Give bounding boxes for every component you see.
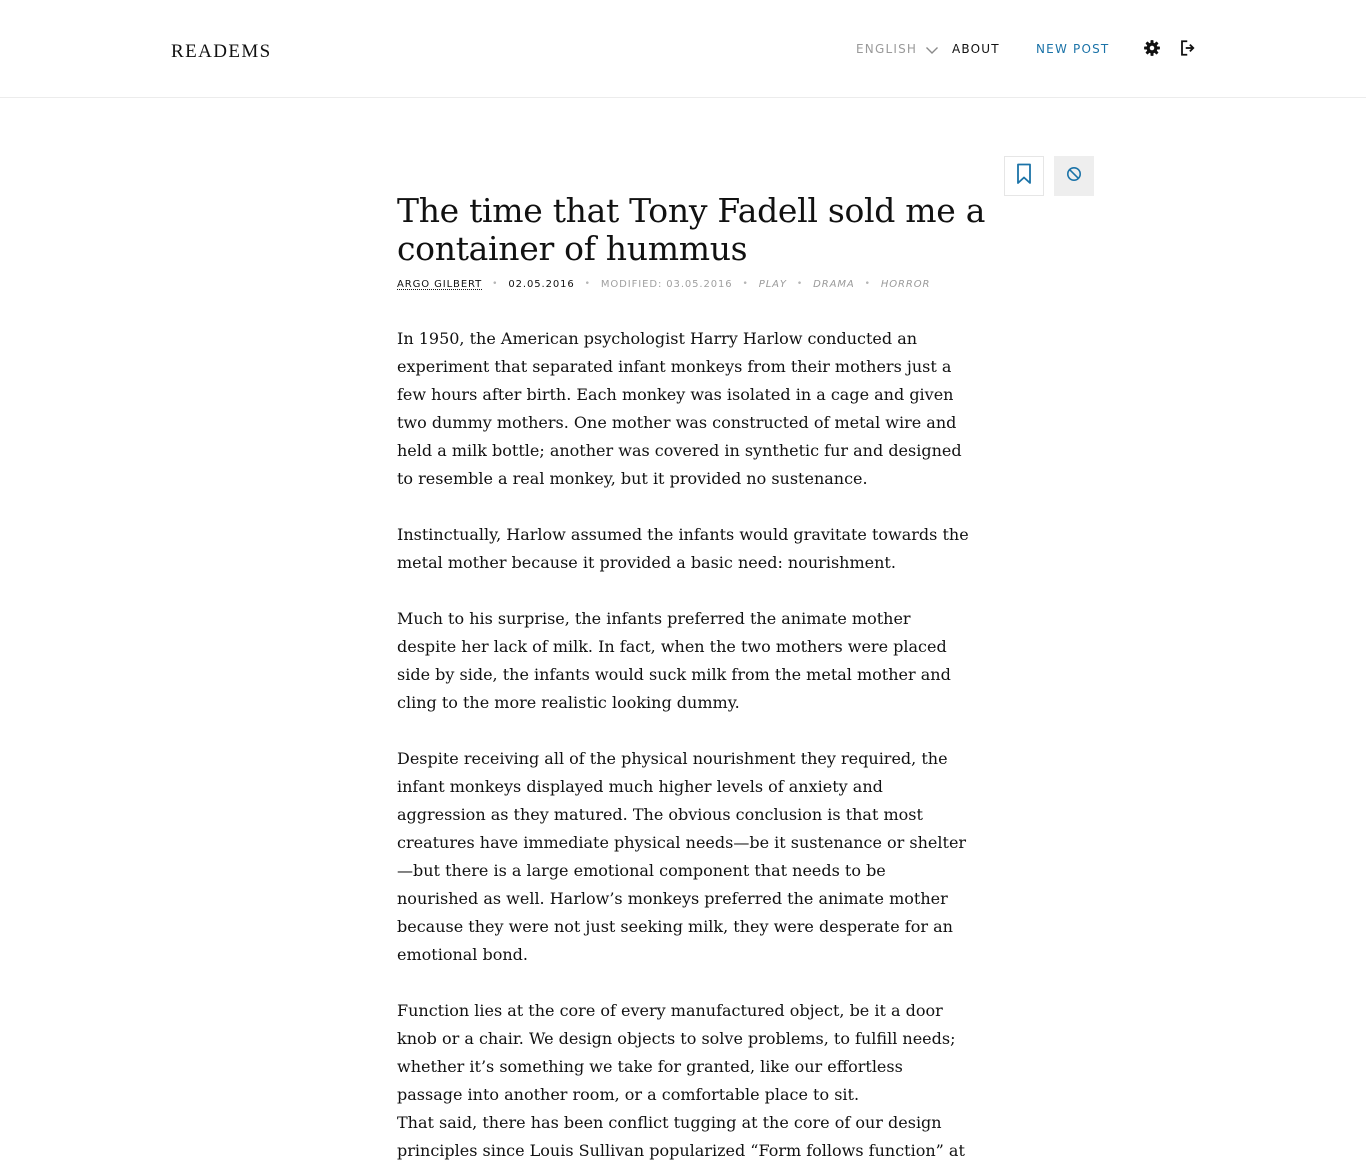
language-label: ENGLISH [856,42,918,56]
article-body [397,325,972,1165]
meta-separator: • [864,279,871,289]
modified-date: MODIFIED: 03.05.2016 [600,278,733,290]
bookmark-button[interactable] [1004,156,1044,196]
article-paragraph: Much to his surprise, the infants preferred the animate mother despite her lack of milk. In fact, when the two mothers were placed side by side, the infants would suck milk from the metal mother and cling to the more realistic looking dummy. [397,609,951,712]
site-logo[interactable]: READEMS [171,41,272,62]
gear-icon[interactable] [1142,38,1162,58]
article-title: The time that Tony Fadell sold me a container of hummus [397,191,986,268]
article-paragraph: Despite receiving all of the physical nourishment they required, the infant monkeys displayed much higher levels of anxiety and aggression as they matured. The obvious conclusion is that most creatures have immediate physical needs—be it sustenance or shelter—but there is a large emotional component that needs to be nourished as well. Harlow’s monkeys preferred the animate mother because they were not just seeking milk, they were desperate for an emotional bond. [397,749,967,964]
author-link[interactable]: ARGO GILBERT [397,278,483,290]
bookmark-icon [1016,163,1032,190]
article-paragraph: That said, there has been conflict tugging at the core of our design principles since Louis Sullivan popularized “Form follows function” at [397,1113,965,1160]
meta-separator: • [742,279,749,289]
publish-date: 02.05.2016 [508,278,575,290]
about-link[interactable]: ABOUT [952,42,1000,56]
top-navigation-bar [0,0,1366,98]
language-selector[interactable] [856,38,939,60]
block-button[interactable] [1054,156,1094,196]
tag-link[interactable]: PLAY [758,278,787,290]
new-post-link[interactable]: NEW POST [1036,42,1110,56]
article-paragraph: Function lies at the core of every manufactured object, be it a door knob or a chair. We design objects to solve problems, to fulfill needs; whether it’s something we take for granted, like our effortless passage into another room, or a comfortable place to sit. [397,1001,956,1104]
meta-separator: • [796,279,804,289]
chevron-down-icon [925,44,939,54]
article-paragraph: Instinctually, Harlow assumed the infants would gravitate towards the metal mother because it provided a basic need: nourishment. [397,525,969,572]
meta-separator: • [492,279,499,289]
article-paragraph: In 1950, the American psychologist Harry Harlow conducted an experiment that separated infant monkeys from their mothers just a few hours after birth. Each monkey was isolated in a cage and given two dummy mothers. One mother was constructed of metal wire and held a milk bottle; another was covered in synthetic fur and designed to resemble a real monkey, but it provided no sustenance. [397,329,962,488]
tag-link[interactable]: HORROR [880,278,931,290]
block-icon [1066,166,1082,187]
logout-icon[interactable] [1178,38,1198,58]
meta-separator: • [584,279,591,289]
article-meta [397,277,930,291]
tag-link[interactable]: DRAMA [813,278,855,290]
